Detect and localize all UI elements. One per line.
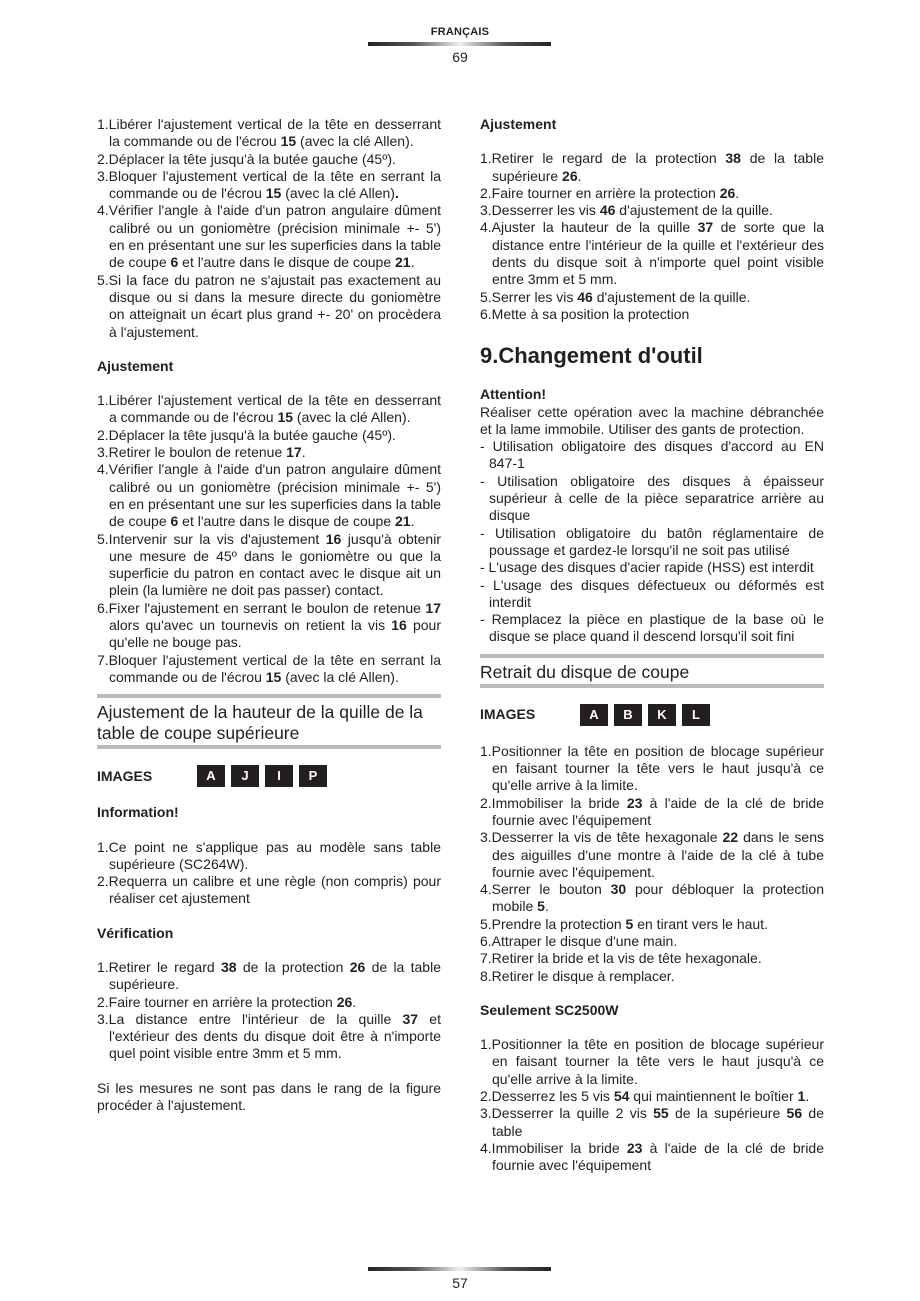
- item-text: et l'autre dans le disque de coupe: [178, 254, 396, 271]
- paragraph: Réaliser cette opération avec la machine débranchée et la lame immobile. Utiliser des gants de protection.: [480, 403, 824, 437]
- item-text: 1.Positionner la tête en position de blocage supérieur en faisant tourner la tête vers le haut jusqu'à ce qu'elle arrive à la limite.: [480, 1036, 824, 1087]
- item-text: en tirant vers le haut.: [633, 915, 768, 932]
- item-text: - L'usage des disques défectueux ou déformés est interdit: [480, 576, 824, 610]
- list-item: [97, 461, 441, 530]
- item-text: 5.Si la face du patron ne s'ajustait pas exactement au disque ou si dans la mesure directe du goniomètre on atteignait un écart plus grand +- 20' on procèdera à l'ajustement.: [97, 271, 441, 340]
- left-column: [97, 116, 441, 1114]
- list-item: [480, 1088, 824, 1105]
- item-text: 4.Vérifier l'angle à l'aide d'un patron angulaire dûment calibré ou un goniomètre (précision minimale +- 5') en en présentant une sur les superficies dans la table de coupe: [97, 202, 441, 271]
- reference-number: .: [394, 185, 399, 202]
- reference-number: 38: [220, 958, 237, 975]
- reference-number: 30: [610, 881, 627, 898]
- item-text: de la table supérieure: [492, 150, 824, 184]
- item-text: 2.Desserrez les 5 vis: [480, 1088, 614, 1105]
- list-item: [480, 611, 824, 646]
- list-item: [97, 839, 441, 874]
- reference-number: 15: [265, 185, 282, 202]
- item-text: .: [577, 167, 582, 184]
- list-item: [480, 881, 824, 916]
- list-item: [480, 559, 824, 576]
- list-item: [480, 150, 824, 185]
- item-text: 5.Serrer les vis: [480, 288, 578, 305]
- item-text: à l'aide de la clé de bride fournie avec l'équipement: [492, 1139, 825, 1174]
- list-item: [480, 950, 824, 967]
- reference-number: 54: [613, 1088, 630, 1105]
- item-text: .: [410, 254, 415, 271]
- list-item: [480, 473, 824, 525]
- list-item: [97, 168, 441, 203]
- list-item: [480, 916, 824, 933]
- subheading: Ajustement: [97, 357, 174, 374]
- item-text: 4.Serrer le bouton: [480, 881, 611, 898]
- numbered-list: [97, 116, 441, 341]
- reference-number: 6: [170, 254, 179, 271]
- reference-number: 46: [577, 288, 593, 305]
- reference-number: 6: [170, 513, 179, 530]
- reference-number: 26: [562, 167, 578, 184]
- reference-number: 17: [286, 444, 302, 461]
- item-text: .: [805, 1088, 810, 1105]
- item-text: - Utilisation obligatoire des disques d'accord au EN 847-1: [480, 438, 824, 472]
- item-text: 4.Immobiliser la bride: [480, 1139, 627, 1156]
- list-item: [480, 743, 824, 795]
- list-item: [480, 577, 824, 612]
- item-text: de sorte que la distance entre l'intérieur de la quille et l'extérieur des dents du disque soit à n'importe quel point visible entre 3mm et 5 mm.: [492, 219, 824, 288]
- image-badge: P: [299, 765, 327, 787]
- list-item: [480, 185, 824, 202]
- reference-number: 5: [537, 898, 545, 915]
- item-text: 1.Libérer l'ajustement vertical de la tête en desserrant la commande ou de l'écrou: [97, 116, 441, 150]
- list-item: [480, 1105, 824, 1140]
- item-text: 2.Faire tourner en arrière la protection: [480, 184, 720, 201]
- list-item: [97, 994, 441, 1011]
- footer-divider: [368, 1267, 551, 1271]
- subheading: Information!: [97, 804, 179, 821]
- image-badge: A: [580, 704, 608, 726]
- list-item: [480, 289, 824, 306]
- image-badge: B: [614, 704, 642, 726]
- item-text: pour qu'elle ne bouge pas.: [109, 617, 441, 651]
- item-text: 2.Immobiliser la bride: [480, 794, 627, 811]
- image-badge: K: [648, 704, 676, 726]
- list-item: [97, 531, 441, 600]
- reference-number: 15: [277, 409, 294, 426]
- item-text: (avec la clé Allen).: [293, 409, 411, 426]
- item-text: (avec la clé Allen).: [281, 668, 399, 685]
- numbered-list: [97, 959, 441, 1063]
- images-reference: [480, 704, 824, 726]
- list-item: [97, 600, 441, 652]
- item-text: de la supérieure: [668, 1105, 787, 1122]
- reference-number: 37: [402, 1010, 419, 1027]
- item-text: qui maintiennent le boîtier: [629, 1088, 798, 1105]
- item-text: (avec la clé Allen).: [296, 133, 414, 150]
- item-text: pour débloquer la protection mobile: [492, 881, 824, 915]
- item-text: .: [544, 898, 549, 915]
- list-item: [480, 829, 824, 881]
- item-text: à l'aide de la clé de bride fournie avec l'équipement: [492, 794, 825, 828]
- chapter-heading: 9.Changement d'outil: [480, 343, 703, 369]
- section-heading: Ajustement de la hauteur de la quille de la table de coupe supérieure: [97, 694, 441, 749]
- item-text: 1.Retirer le regard de la protection: [480, 150, 726, 167]
- reference-number: 5: [625, 915, 634, 932]
- reference-number: 21: [395, 513, 411, 530]
- item-text: de table: [492, 1105, 824, 1139]
- item-text: 3.Bloquer l'ajustement vertical de la tête en serrant la commande ou de l'écrou: [97, 167, 441, 202]
- list-item: [480, 933, 824, 950]
- item-text: 6.Attraper le disque d'une main.: [480, 932, 678, 949]
- list-item: [97, 427, 441, 444]
- reference-number: 22: [722, 829, 739, 846]
- item-text: 6.Fixer l'ajustement en serrant le boulon de retenue: [97, 599, 426, 616]
- item-text: 7.Bloquer l'ajustement vertical de la tête en serrant la commande ou de l'écrou: [97, 651, 441, 685]
- attention-heading: Attention!: [480, 386, 547, 403]
- paragraph: Si les mesures ne sont pas dans le rang de la figure procéder à l'ajustement.: [97, 1079, 441, 1114]
- list-item: [97, 652, 441, 687]
- subheading: Vérification: [97, 924, 174, 941]
- list-item: [480, 1036, 824, 1088]
- list-item: [480, 202, 824, 219]
- image-badge: J: [231, 765, 259, 787]
- item-text: 3.Retirer le boulon de retenue: [97, 444, 287, 461]
- item-text: 2.Requerra un calibre et une règle (non compris) pour réaliser cet ajustement: [97, 873, 441, 907]
- reference-number: 21: [395, 254, 411, 271]
- item-text: 7.Retirer la bride et la vis de tête hexagonale.: [480, 950, 762, 967]
- list-item: [97, 873, 441, 908]
- numbered-list: [97, 839, 441, 908]
- reference-number: 1: [797, 1088, 806, 1105]
- item-text: .: [301, 444, 306, 461]
- reference-number: 56: [786, 1105, 803, 1122]
- item-text: - Utilisation obligatoire du batôn réglamentaire de poussage et gardez-le lorsqu'il ne soit pas utilisé: [480, 524, 824, 558]
- header-page-number: 69: [452, 49, 468, 65]
- item-text: et l'extérieur des dents du disque doit être à n'importe quel point visible entre 3mm et 5 mm.: [109, 1010, 441, 1062]
- footer-page-number: 57: [452, 1275, 468, 1291]
- numbered-list: [480, 150, 824, 323]
- image-badge: I: [265, 765, 293, 787]
- list-item: [97, 116, 441, 151]
- image-badge: A: [197, 765, 225, 787]
- item-text: d'ajustement de la quille.: [615, 202, 773, 219]
- item-text: 3.La distance entre l'intérieur de la quille: [97, 1010, 403, 1027]
- list-item: [97, 959, 441, 994]
- item-text: 4.Vérifier l'angle à l'aide d'un patron angulaire dûment calibré ou un goniomètre (précision minimale +- 5') en en présentant une sur les superficies dans la table de coupe: [97, 461, 441, 530]
- numbered-list: [97, 392, 441, 686]
- item-text: 1.Positionner la tête en position de blocage supérieur en faisant tourner la tête vers le haut jusqu'à ce qu'elle arrive à la limite.: [480, 742, 824, 794]
- bullet-list: [480, 438, 824, 646]
- item-text: 5.Intervenir sur la vis d'ajustement: [97, 530, 326, 547]
- numbered-list: [480, 743, 824, 985]
- item-text: 2.Faire tourner en arrière la protection: [97, 993, 337, 1010]
- reference-number: 26: [719, 184, 736, 201]
- item-text: - Remplacez la pièce en plastique de la base où le disque se place quand il descend lorsqu'il soit fini: [480, 611, 824, 645]
- item-text: 4.Ajuster la hauteur de la quille: [480, 219, 698, 236]
- reference-number: 37: [697, 219, 714, 236]
- images-reference: [97, 765, 441, 787]
- subheading: Seulement SC2500W: [480, 1001, 619, 1018]
- list-item: [97, 444, 441, 461]
- item-text: 3.Desserrer les vis: [480, 202, 600, 219]
- item-text: de la table supérieure.: [109, 958, 441, 993]
- reference-number: 23: [626, 794, 643, 811]
- list-item: [97, 272, 441, 341]
- image-badge: L: [682, 704, 710, 726]
- list-item: [480, 968, 824, 985]
- item-text: jusqu'à obtenir une mesure de 45º dans le goniomètre ou que la superficie du patron en contact avec le disque ait un plein (la lumière ne doit pas passer) contact.: [109, 530, 441, 599]
- item-text: 8.Retirer le disque à remplacer.: [480, 967, 675, 984]
- item-text: alors qu'avec un tournevis on retient la vis: [109, 617, 392, 634]
- images-label: IMAGES: [480, 706, 536, 723]
- list-item: [480, 219, 824, 288]
- item-text: 3.Desserrer la quille 2 vis: [480, 1105, 654, 1122]
- item-text: 6.Mette à sa position la protection: [480, 305, 690, 322]
- list-item: [480, 306, 824, 323]
- reference-number: 38: [725, 150, 741, 167]
- language-header: FRANÇAIS: [430, 26, 490, 38]
- reference-number: 15: [280, 133, 297, 150]
- reference-number: 26: [336, 993, 353, 1010]
- item-text: dans le sens des aiguilles d'une montre à l'aide de la clé à tube fournie avec l'équipement.: [492, 829, 824, 880]
- reference-number: 26: [349, 958, 366, 975]
- right-column: [480, 116, 824, 1175]
- item-text: 1.Retirer le regard: [97, 958, 221, 975]
- reference-number: 17: [425, 599, 441, 616]
- list-item: [480, 795, 824, 830]
- item-text: de la protection: [236, 958, 350, 975]
- item-text: .: [410, 513, 415, 530]
- item-text: (avec la clé Allen): [281, 185, 395, 202]
- item-text: - L'usage des disques d'acier rapide (HSS) est interdit: [480, 559, 814, 576]
- item-text: 5.Prendre la protection: [480, 915, 626, 932]
- reference-number: 46: [599, 202, 616, 219]
- item-text: 2.Déplacer la tête jusqu'à la butée gauche (45º).: [97, 426, 396, 443]
- item-text: 2.Déplacer la tête jusqu'à la butée gauche (45º).: [97, 150, 396, 167]
- item-text: d'ajustement de la quille.: [592, 288, 751, 305]
- item-text: 3.Desserrer la vis de tête hexagonale: [480, 829, 723, 846]
- list-item: [480, 1140, 824, 1175]
- reference-number: 55: [653, 1105, 669, 1122]
- subheading: Ajustement: [480, 116, 557, 132]
- item-text: 1.Libérer l'ajustement vertical de la tête en desserrant a commande ou de l'écrou: [97, 392, 441, 426]
- list-item: [97, 202, 441, 271]
- item-text: et l'autre dans le disque de coupe: [178, 513, 396, 530]
- reference-number: 16: [391, 617, 407, 634]
- list-item: [97, 151, 441, 168]
- list-item: [97, 392, 441, 427]
- header-divider: [368, 42, 551, 46]
- item-text: 1.Ce point ne s'applique pas au modèle sans table supérieure (SC264W).: [97, 838, 441, 872]
- numbered-list: [480, 1036, 824, 1174]
- list-item: [480, 438, 824, 473]
- item-text: - Utilisation obligatoire des disques à épaisseur supérieur à celle de la pièce separatrice arrière au disque: [480, 472, 824, 524]
- reference-number: 23: [626, 1139, 643, 1156]
- list-item: [480, 525, 824, 560]
- list-item: [97, 1011, 441, 1063]
- reference-number: 15: [265, 668, 282, 685]
- item-text: .: [352, 993, 357, 1010]
- section-heading: Retrait du disque de coupe: [480, 654, 824, 688]
- images-label: IMAGES: [97, 767, 153, 784]
- item-text: .: [735, 184, 740, 201]
- reference-number: 16: [325, 530, 342, 547]
